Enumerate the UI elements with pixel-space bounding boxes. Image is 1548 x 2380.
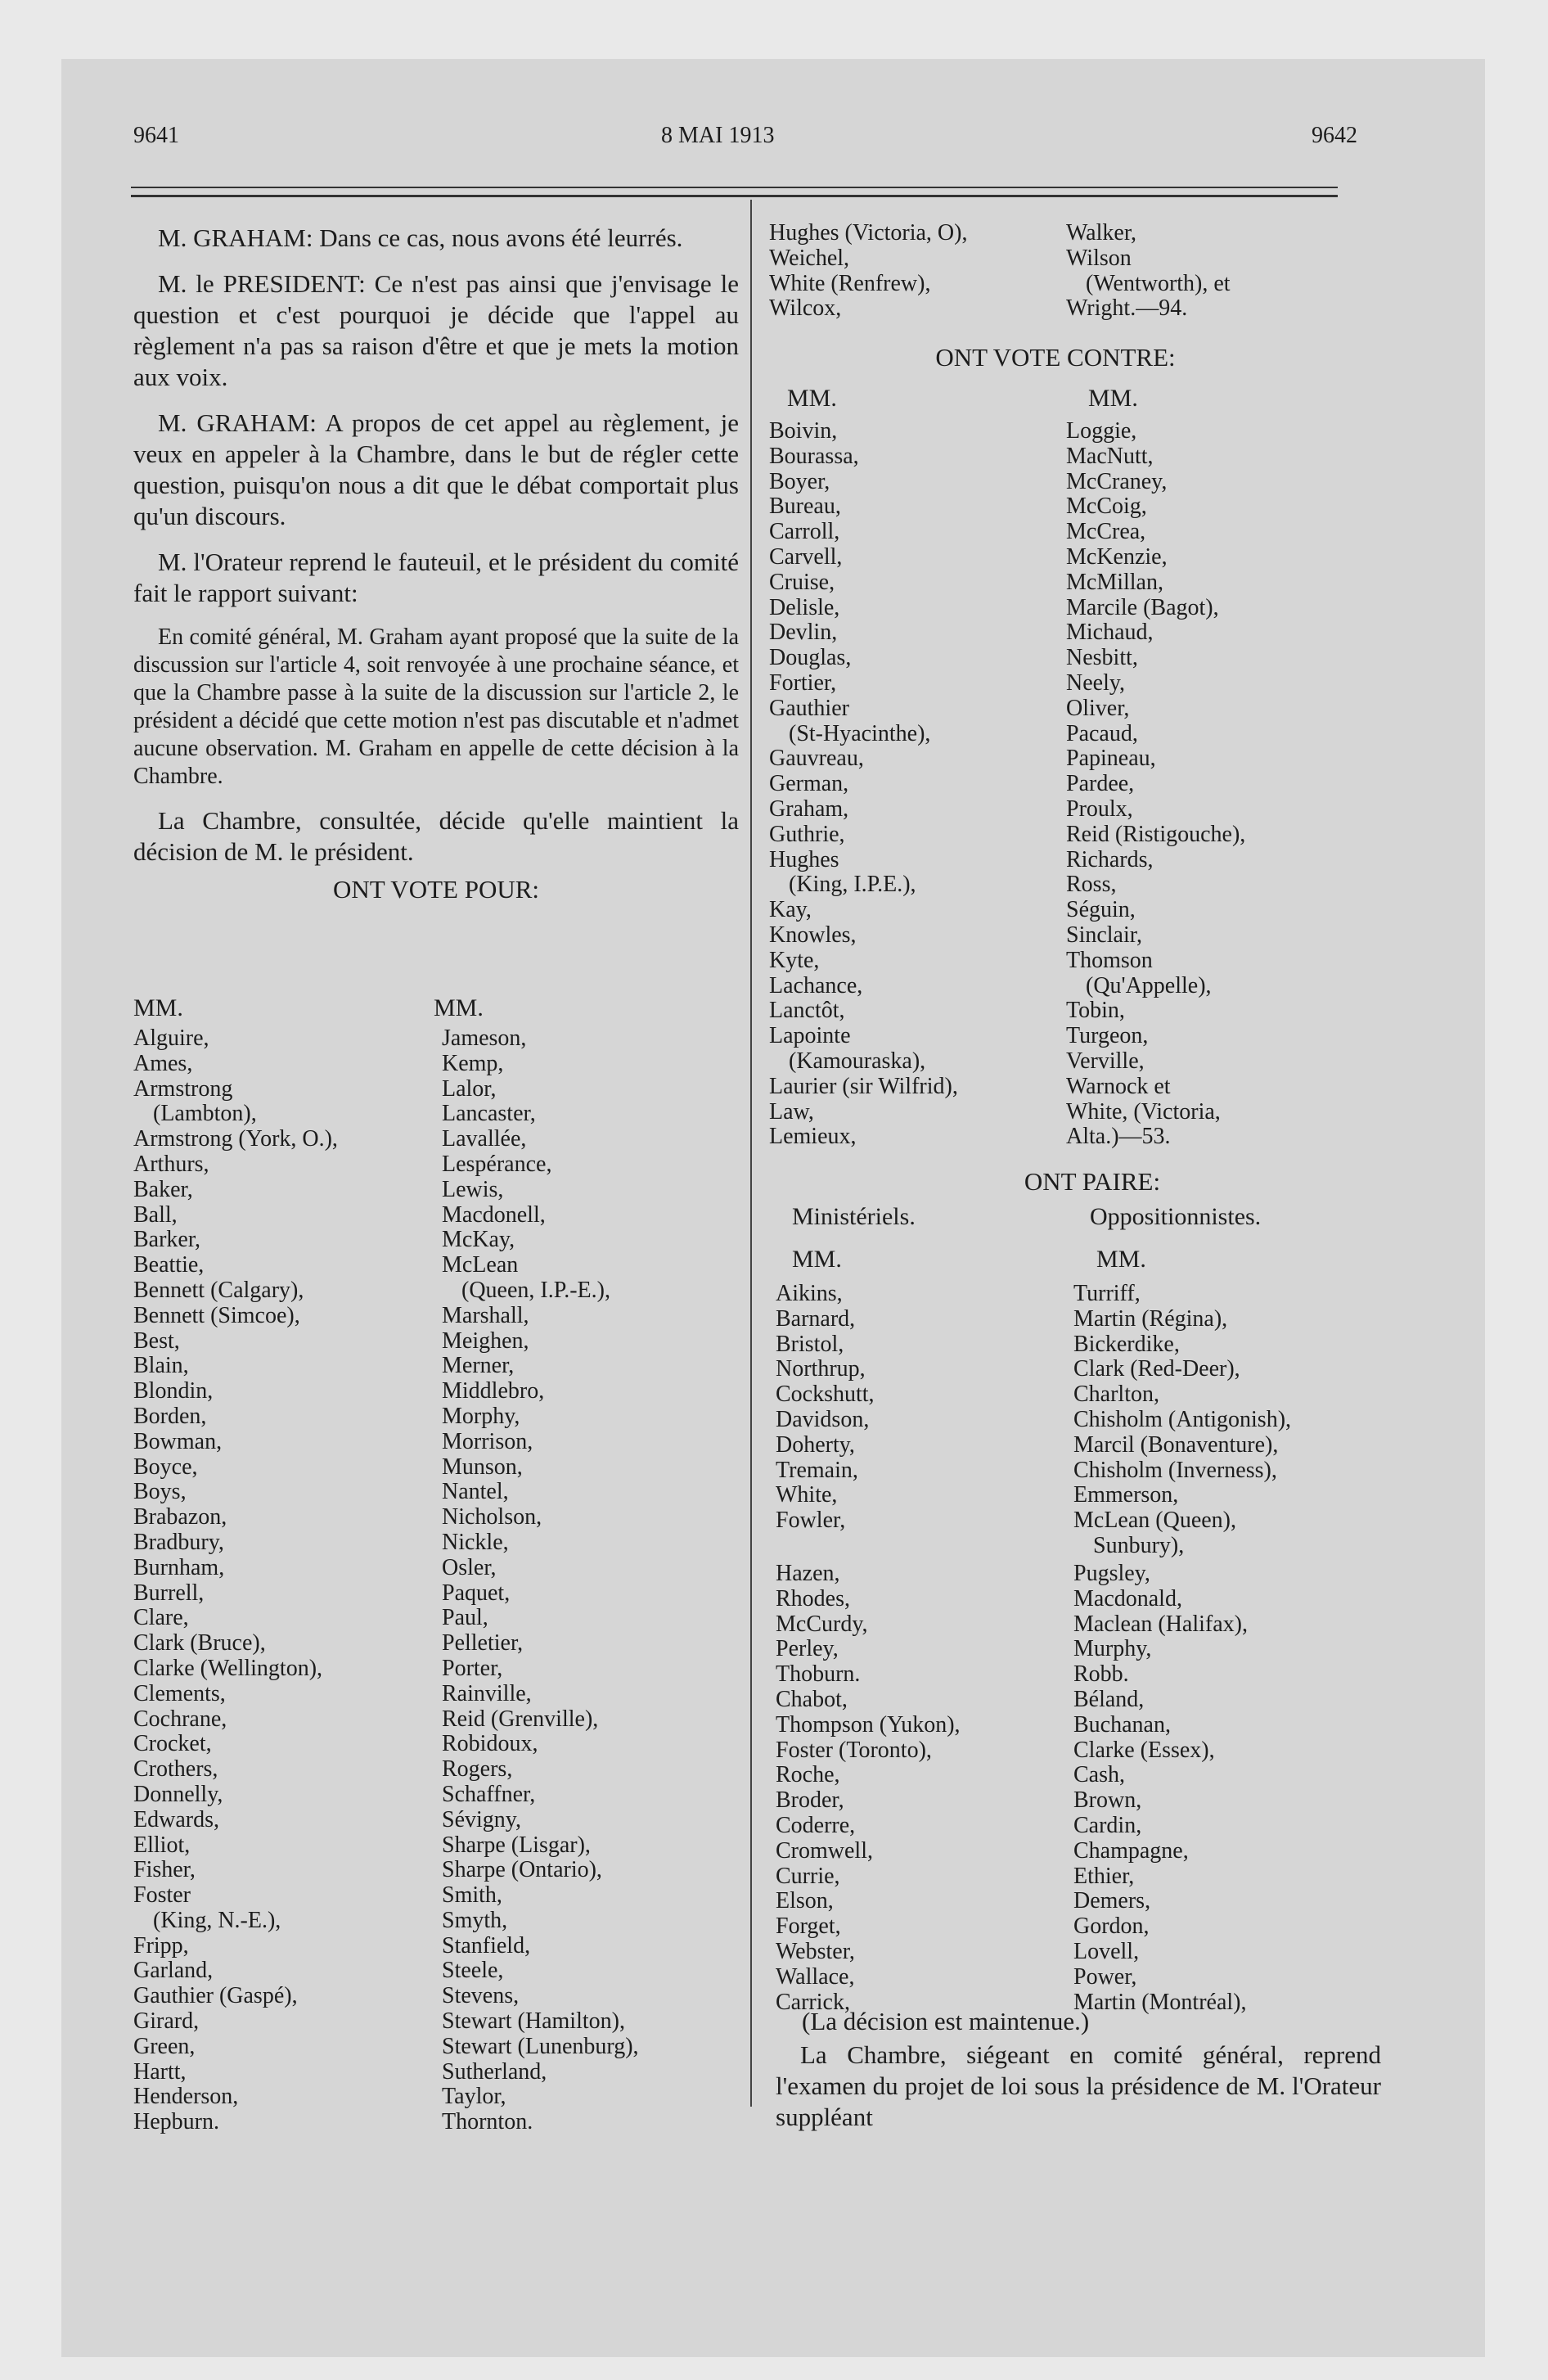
member-name: Alta.)—53. (1066, 1124, 1171, 1150)
member-name: Kyte, (769, 947, 820, 973)
member-name: Sunbury), (1093, 1532, 1185, 1558)
member-name: (Lambton), (153, 1101, 257, 1127)
member-name: Weichel, (769, 245, 850, 271)
member-name: Laurier (sir Wilfrid), (769, 1073, 958, 1099)
member-name: Roche, (776, 1762, 840, 1788)
member-name: Knowles, (769, 922, 857, 948)
paire-heading: ONT PAIRE: (1024, 1167, 1161, 1196)
member-name: Armstrong (133, 1075, 233, 1102)
member-name: Alguire, (133, 1025, 209, 1051)
member-name: McCrea, (1066, 519, 1146, 545)
member-name: Brown, (1073, 1787, 1142, 1814)
member-name: Robb. (1073, 1661, 1129, 1688)
member-name: Emmerson, (1073, 1482, 1179, 1508)
member-name: Elson, (776, 1888, 834, 1914)
member-name: Elliot, (133, 1832, 191, 1858)
member-name: Rogers, (442, 1756, 513, 1783)
member-name: Meighen, (442, 1327, 529, 1354)
member-name: Pugsley, (1073, 1561, 1150, 1586)
member-name: Garland, (133, 1958, 214, 1984)
member-name: Henderson, (133, 2084, 239, 2110)
member-name: Bourassa, (769, 443, 859, 469)
member-name: Morrison, (442, 1428, 533, 1454)
member-name: Beattie, (133, 1252, 205, 1278)
member-name: Burnham, (133, 1554, 225, 1580)
member-name: Smyth, (442, 1907, 508, 1933)
member-name: Broder, (776, 1787, 844, 1814)
member-name: Lavallée, (442, 1126, 527, 1152)
member-name: Middlebro, (442, 1378, 545, 1404)
member-name: Charlton, (1073, 1382, 1159, 1408)
member-name: Boyer, (769, 468, 830, 494)
member-name: Chabot, (776, 1686, 848, 1712)
member-name: Smith, (442, 1882, 502, 1909)
member-name: Richards, (1066, 846, 1154, 872)
member-name: White, (Victoria, (1066, 1098, 1221, 1125)
pour-list-col1 (133, 1026, 338, 2135)
member-name: Green, (133, 2033, 196, 2059)
member-name: Lemieux, (769, 1124, 857, 1150)
member-name: Girard, (133, 2008, 200, 2035)
member-name: McKenzie, (1066, 543, 1168, 570)
member-name: Fortier, (769, 669, 837, 696)
member-name: (Wentworth), et (1086, 270, 1231, 296)
member-name: Fripp, (133, 1932, 189, 1959)
member-name: (Kamouraska), (789, 1048, 926, 1074)
ministeriels-label: Ministériels. (792, 1203, 916, 1230)
member-name: Kay, (769, 897, 812, 923)
left-page-number: 9641 (133, 123, 179, 148)
member-name: Best, (133, 1327, 180, 1354)
pour-list-col2 (442, 1026, 639, 2135)
member-name: German, (769, 771, 849, 797)
pour-mm-label-2: MM. (434, 994, 484, 1021)
decision-paragraph: La Chambre, consultée, décide qu'elle maintient la décision de M. le président. (133, 806, 739, 866)
member-name: McCraney, (1066, 468, 1168, 494)
member-name: Delisle, (769, 594, 840, 620)
member-name: Béland, (1073, 1686, 1145, 1712)
member-name: Bristol, (776, 1331, 844, 1357)
member-name: Cockshutt, (776, 1382, 875, 1408)
member-name: Murphy, (1073, 1636, 1152, 1662)
member-name: Osler, (442, 1554, 497, 1580)
member-name: Blondin, (133, 1378, 214, 1404)
member-name: Aikins, (776, 1281, 843, 1306)
member-name: Cromwell, (776, 1837, 873, 1864)
member-name: Arthurs, (133, 1151, 209, 1177)
member-name: Maclean (Halifax), (1073, 1611, 1248, 1637)
closing-decision: (La décision est maintenue.) (802, 2007, 1090, 2035)
member-name: Carvell, (769, 543, 843, 570)
member-name: Cruise, (769, 569, 835, 595)
pour-continued-col1 (769, 221, 967, 322)
member-name: MacNutt, (1066, 443, 1154, 469)
member-name: Perley, (776, 1636, 839, 1662)
member-name: Thoburn. (776, 1661, 861, 1688)
member-name: McLean (442, 1252, 519, 1278)
paragraph-graham-1: M. GRAHAM: Dans ce cas, nous avons été leurrés. (158, 223, 683, 252)
member-name: Fisher, (133, 1857, 196, 1883)
paragraph-orateur: M. l'Orateur reprend le fauteuil, et le président du comité fait le rapport suivant: (133, 548, 739, 607)
member-name: Davidson, (776, 1406, 870, 1432)
member-name: Stevens, (442, 1983, 520, 2009)
member-name: Lanctôt, (769, 998, 845, 1024)
member-name: Turgeon, (1066, 1023, 1149, 1049)
closing-paragraph: La Chambre, siégeant en comité général, reprend l'examen du projet de loi sous la présidence de M. l'Orateur suppléant (776, 2040, 1381, 2131)
column-divider (750, 200, 752, 2107)
member-name: Northrup, (776, 1356, 866, 1382)
member-name: (Queen, I.P.-E.), (461, 1277, 610, 1303)
member-name: Boyce, (133, 1454, 198, 1480)
member-name: McLean (Queen), (1073, 1508, 1237, 1534)
member-name: Clark (Bruce), (133, 1630, 266, 1657)
member-name: Tremain, (776, 1457, 858, 1483)
member-name: Lancaster, (442, 1101, 536, 1127)
member-name: Sutherland, (442, 2058, 547, 2085)
member-name: Nickle, (442, 1529, 509, 1555)
member-name: Barnard, (776, 1305, 856, 1332)
member-name: Bickerdike, (1073, 1331, 1180, 1357)
member-name: Verville, (1066, 1048, 1145, 1074)
member-name: Macdonald, (1073, 1585, 1182, 1611)
member-name: Hepburn. (133, 2109, 219, 2135)
header-rule-bottom (131, 195, 1338, 197)
member-name: Champagne, (1073, 1837, 1189, 1864)
member-name: Douglas, (769, 645, 852, 671)
member-name: Armstrong (York, O.), (133, 1126, 338, 1152)
member-name: Bradbury, (133, 1529, 224, 1555)
member-name: Robidoux, (442, 1731, 538, 1757)
paire-ministeriels-list-a (776, 1282, 875, 1534)
member-name: Chisholm (Inverness), (1073, 1457, 1277, 1483)
member-name: Hartt, (133, 2058, 187, 2085)
member-name: Hughes (Victoria, O), (769, 220, 968, 246)
member-name: Lewis, (442, 1176, 504, 1202)
member-name: Rhodes, (776, 1585, 850, 1611)
member-name: Stanfield, (442, 1932, 531, 1959)
member-name: Pardee, (1066, 771, 1135, 797)
member-name: Steele, (442, 1958, 504, 1984)
member-name: White (Renfrew), (769, 270, 931, 296)
member-name: Gauvreau, (769, 746, 864, 772)
member-name: Stewart (Lunenburg), (442, 2033, 639, 2059)
member-name: Morphy, (442, 1403, 520, 1429)
pour-continued-col2 (1066, 221, 1231, 322)
member-name: Baker, (133, 1176, 193, 1202)
member-name: Boys, (133, 1479, 187, 1505)
member-name: Borden, (133, 1403, 207, 1429)
member-name: Nicholson, (442, 1504, 542, 1530)
member-name: Forget, (776, 1913, 841, 1940)
member-name: Foster (133, 1882, 191, 1909)
member-name: Bureau, (769, 494, 841, 520)
member-name: Blain, (133, 1353, 189, 1379)
member-name: Neely, (1066, 669, 1126, 696)
member-name: Sharpe (Ontario), (442, 1857, 602, 1883)
member-name: Reid (Ristigouche), (1066, 821, 1246, 847)
member-name: Fowler, (776, 1508, 846, 1534)
member-name: Papineau, (1066, 746, 1156, 772)
member-name: Pelletier, (442, 1630, 524, 1657)
member-name: Martin (Montréal), (1073, 1989, 1247, 2015)
member-name: Porter, (442, 1655, 503, 1681)
member-name: Clarke (Essex), (1073, 1737, 1215, 1763)
pour-mm-label-1: MM. (133, 994, 183, 1021)
paire-mm-label-1: MM. (792, 1246, 842, 1273)
member-name: Guthrie, (769, 821, 845, 847)
member-name: Marcil (Bonaventure), (1073, 1431, 1279, 1458)
member-name: Webster, (776, 1938, 855, 1964)
member-name: Macdonell, (442, 1201, 546, 1228)
paire-ministeriels-list-b (776, 1562, 961, 2015)
member-name: Crothers, (133, 1756, 218, 1783)
member-name: Cardin, (1073, 1812, 1142, 1838)
contre-list-col2 (1066, 419, 1245, 1150)
member-name: Kemp, (442, 1050, 504, 1076)
member-name: Ethier, (1073, 1863, 1135, 1889)
member-name: Thompson (Yukon), (776, 1711, 961, 1738)
paragraph-graham-2: M. GRAHAM: A propos de cet appel au règlement, je veux en appeler à la Chambre, dans le but de régler cette question, puisqu'on nous a dit que le débat comportait plus qu'un discours. (133, 408, 739, 530)
member-name: Edwards, (133, 1806, 219, 1832)
member-name: Carroll, (769, 519, 840, 545)
member-name: Michaud, (1066, 620, 1154, 646)
page-date: 8 MAI 1913 (661, 123, 775, 148)
member-name: Brabazon, (133, 1504, 227, 1530)
member-name: Sharpe (Lisgar), (442, 1832, 591, 1858)
member-name: Tobin, (1066, 998, 1125, 1024)
member-name: (St-Hyacinthe), (789, 720, 931, 746)
member-name: Crocket, (133, 1731, 212, 1757)
paire-opposition-list-a (1073, 1282, 1291, 1559)
member-name: Foster (Toronto), (776, 1737, 932, 1763)
member-name: Hazen, (776, 1561, 840, 1586)
member-name: Bowman, (133, 1428, 223, 1454)
member-name: Schaffner, (442, 1781, 536, 1807)
member-name: Law, (769, 1098, 814, 1125)
member-name: Merner, (442, 1353, 515, 1379)
right-page-number: 9642 (1312, 123, 1357, 148)
member-name: Munson, (442, 1454, 523, 1480)
member-name: Sinclair, (1066, 922, 1142, 948)
member-name: Loggie, (1066, 418, 1137, 444)
member-name: Warnock et (1066, 1073, 1171, 1099)
paire-opposition-list-b (1073, 1562, 1248, 2015)
member-name: Nantel, (442, 1479, 509, 1505)
member-name: Lespérance, (442, 1151, 552, 1177)
member-name: Clare, (133, 1605, 189, 1631)
member-name: McCoig, (1066, 494, 1147, 520)
member-name: Proulx, (1066, 796, 1133, 822)
member-name: Hughes (769, 846, 839, 872)
member-name: Cochrane, (133, 1706, 227, 1732)
member-name: Ball, (133, 1201, 178, 1228)
member-name: Turriff, (1073, 1281, 1141, 1306)
member-name: Cash, (1073, 1762, 1125, 1788)
member-name: Marcile (Bagot), (1066, 594, 1219, 620)
member-name: Thornton. (442, 2109, 533, 2135)
member-name: Reid (Grenville), (442, 1706, 599, 1732)
member-name: Ross, (1066, 872, 1117, 898)
member-name: Carrick, (776, 1989, 850, 2015)
member-name: Burrell, (133, 1580, 205, 1606)
member-name: Oliver, (1066, 695, 1130, 721)
oppositionnistes-label: Oppositionnistes. (1090, 1203, 1262, 1230)
member-name: Lalor, (442, 1075, 497, 1102)
member-name: Ames, (133, 1050, 193, 1076)
member-name: Wilson (1066, 245, 1132, 271)
member-name: Taylor, (442, 2084, 506, 2110)
contre-heading: ONT VOTE CONTRE: (935, 343, 1176, 372)
member-name: Nesbitt, (1066, 645, 1138, 671)
member-name: (King, N.-E.), (153, 1907, 281, 1933)
member-name: Doherty, (776, 1431, 855, 1458)
member-name: Thomson (1066, 947, 1153, 973)
member-name: White, (776, 1482, 838, 1508)
member-name: Barker, (133, 1227, 201, 1253)
header-rule-top (131, 187, 1338, 188)
member-name: McMillan, (1066, 569, 1163, 595)
member-name: (Qu'Appelle), (1086, 972, 1212, 998)
contre-mm-label-2: MM. (1088, 385, 1138, 412)
member-name: Séguin, (1066, 897, 1136, 923)
paire-mm-label-2: MM. (1096, 1246, 1146, 1273)
member-name: Paquet, (442, 1580, 511, 1606)
member-name: Gauthier (Gaspé), (133, 1983, 298, 2009)
member-name: Buchanan, (1073, 1711, 1171, 1738)
member-name: Graham, (769, 796, 849, 822)
member-name: Boivin, (769, 418, 838, 444)
member-name: Walker, (1066, 220, 1137, 246)
member-name: Clarke (Wellington), (133, 1655, 323, 1681)
paragraph-president: M. le PRESIDENT: Ce n'est pas ainsi que j'envisage le question et c'est pourquoi je décide que l'appel au règlement n'a pas sa raison d'être et que je mets la motion aux voix. (133, 269, 739, 391)
pour-heading: ONT VOTE POUR: (332, 875, 540, 904)
member-name: Martin (Régina), (1073, 1305, 1228, 1332)
member-name: Paul, (442, 1605, 488, 1631)
member-name: Devlin, (769, 620, 838, 646)
member-name: Lapointe (769, 1023, 851, 1049)
committee-report: En comité général, M. Graham ayant proposé que la suite de la discussion sur l'article 4, soit renvoyée à une prochaine séance, et que la Chambre passe à la suite de la discussion sur l'article 2, le président a décidé que cette motion n'est pas discutable et n'admet aucune observation. M. Graham en appelle de cette décision à la Chambre. (133, 624, 739, 789)
member-name: (King, I.P.E.), (789, 872, 916, 898)
member-name: Sévigny, (442, 1806, 521, 1832)
member-name: Gauthier (769, 695, 849, 721)
member-name: Pacaud, (1066, 720, 1138, 746)
member-name: Lachance, (769, 972, 863, 998)
member-name: Clark (Red-Deer), (1073, 1356, 1240, 1382)
member-name: Clements, (133, 1680, 226, 1706)
member-name: Chisholm (Antigonish), (1073, 1406, 1292, 1432)
member-name: Currie, (776, 1863, 840, 1889)
member-name: Gordon, (1073, 1913, 1150, 1940)
contre-mm-label-1: MM. (787, 385, 837, 412)
member-name: Demers, (1073, 1888, 1151, 1914)
member-name: Stewart (Hamilton), (442, 2008, 625, 2035)
member-name: Wilcox, (769, 295, 842, 322)
member-name: Donnelly, (133, 1781, 223, 1807)
member-name: Coderre, (776, 1812, 856, 1838)
contre-list-col1 (769, 419, 958, 1150)
member-name: Rainville, (442, 1680, 532, 1706)
member-name: Bennett (Calgary), (133, 1277, 304, 1303)
member-name: McCurdy, (776, 1611, 868, 1637)
member-name: Wright.—94. (1066, 295, 1188, 322)
member-name: Bennett (Simcoe), (133, 1302, 300, 1328)
member-name: Wallace, (776, 1963, 855, 1990)
member-name: Power, (1073, 1963, 1137, 1990)
member-name: Jameson, (442, 1025, 527, 1051)
member-name: McKay, (442, 1227, 515, 1253)
member-name: Lovell, (1073, 1938, 1140, 1964)
left-text-column (133, 223, 739, 905)
member-name: Marshall, (442, 1302, 529, 1328)
